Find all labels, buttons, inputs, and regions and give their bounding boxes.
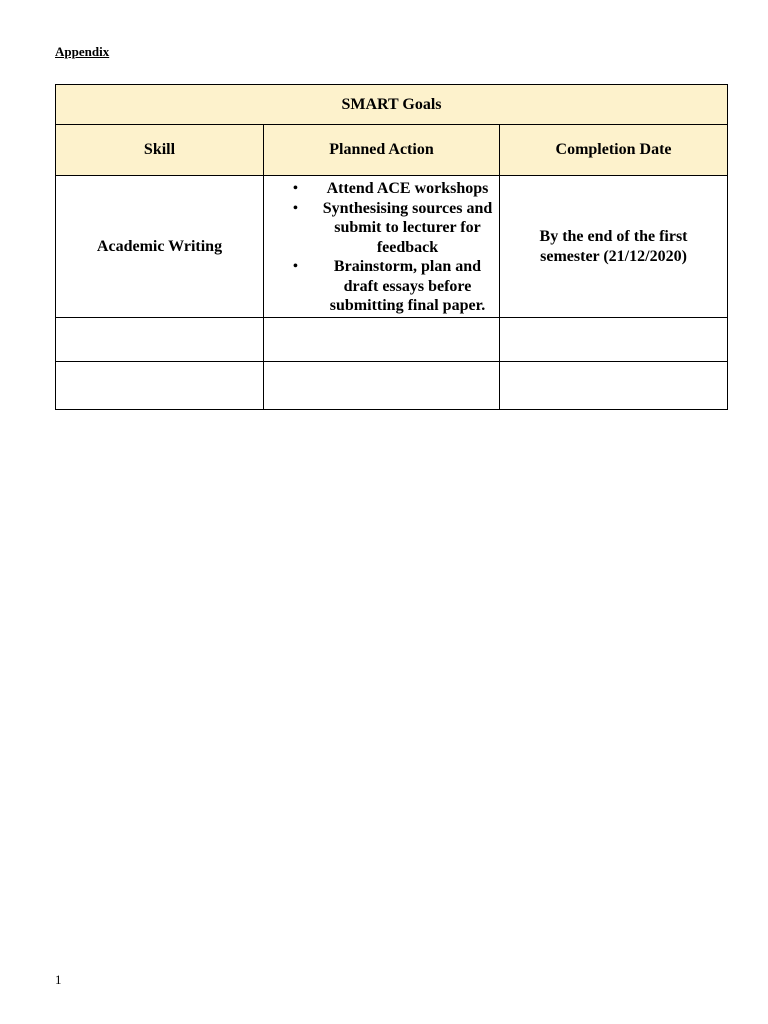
column-header-skill: Skill: [56, 125, 264, 176]
skill-cell: Academic Writing: [56, 176, 264, 318]
column-header-planned-action: Planned Action: [264, 125, 500, 176]
action-item: • Brainstorm, plan and draft essays before submitting final paper.: [293, 258, 486, 315]
completion-date-cell: By the end of the first semester (21/12/2020): [500, 176, 728, 318]
bullet-icon: •: [293, 181, 298, 197]
planned-action-cell: [264, 176, 500, 318]
bullet-icon: •: [293, 200, 298, 216]
completion-date-cell: [500, 362, 728, 410]
action-item: • Synthesising sources and submit to lecturer for feedback: [293, 199, 493, 256]
table-row: [56, 362, 728, 410]
column-header-completion-date: Completion Date: [500, 125, 728, 176]
action-item: • Attend ACE workshops: [293, 180, 489, 198]
skill-cell: [56, 318, 264, 362]
skill-cell: [56, 362, 264, 410]
bullet-icon: •: [293, 259, 298, 275]
smart-goals-table: [55, 84, 728, 410]
page-number: 1: [55, 972, 62, 987]
planned-action-cell: [264, 318, 500, 362]
appendix-heading: Appendix: [55, 44, 110, 59]
completion-date-cell: [500, 318, 728, 362]
planned-action-cell: [264, 362, 500, 410]
table-row: [56, 318, 728, 362]
action-list: [264, 179, 499, 316]
table-row: [56, 176, 728, 318]
table-title: SMART Goals: [56, 85, 728, 125]
